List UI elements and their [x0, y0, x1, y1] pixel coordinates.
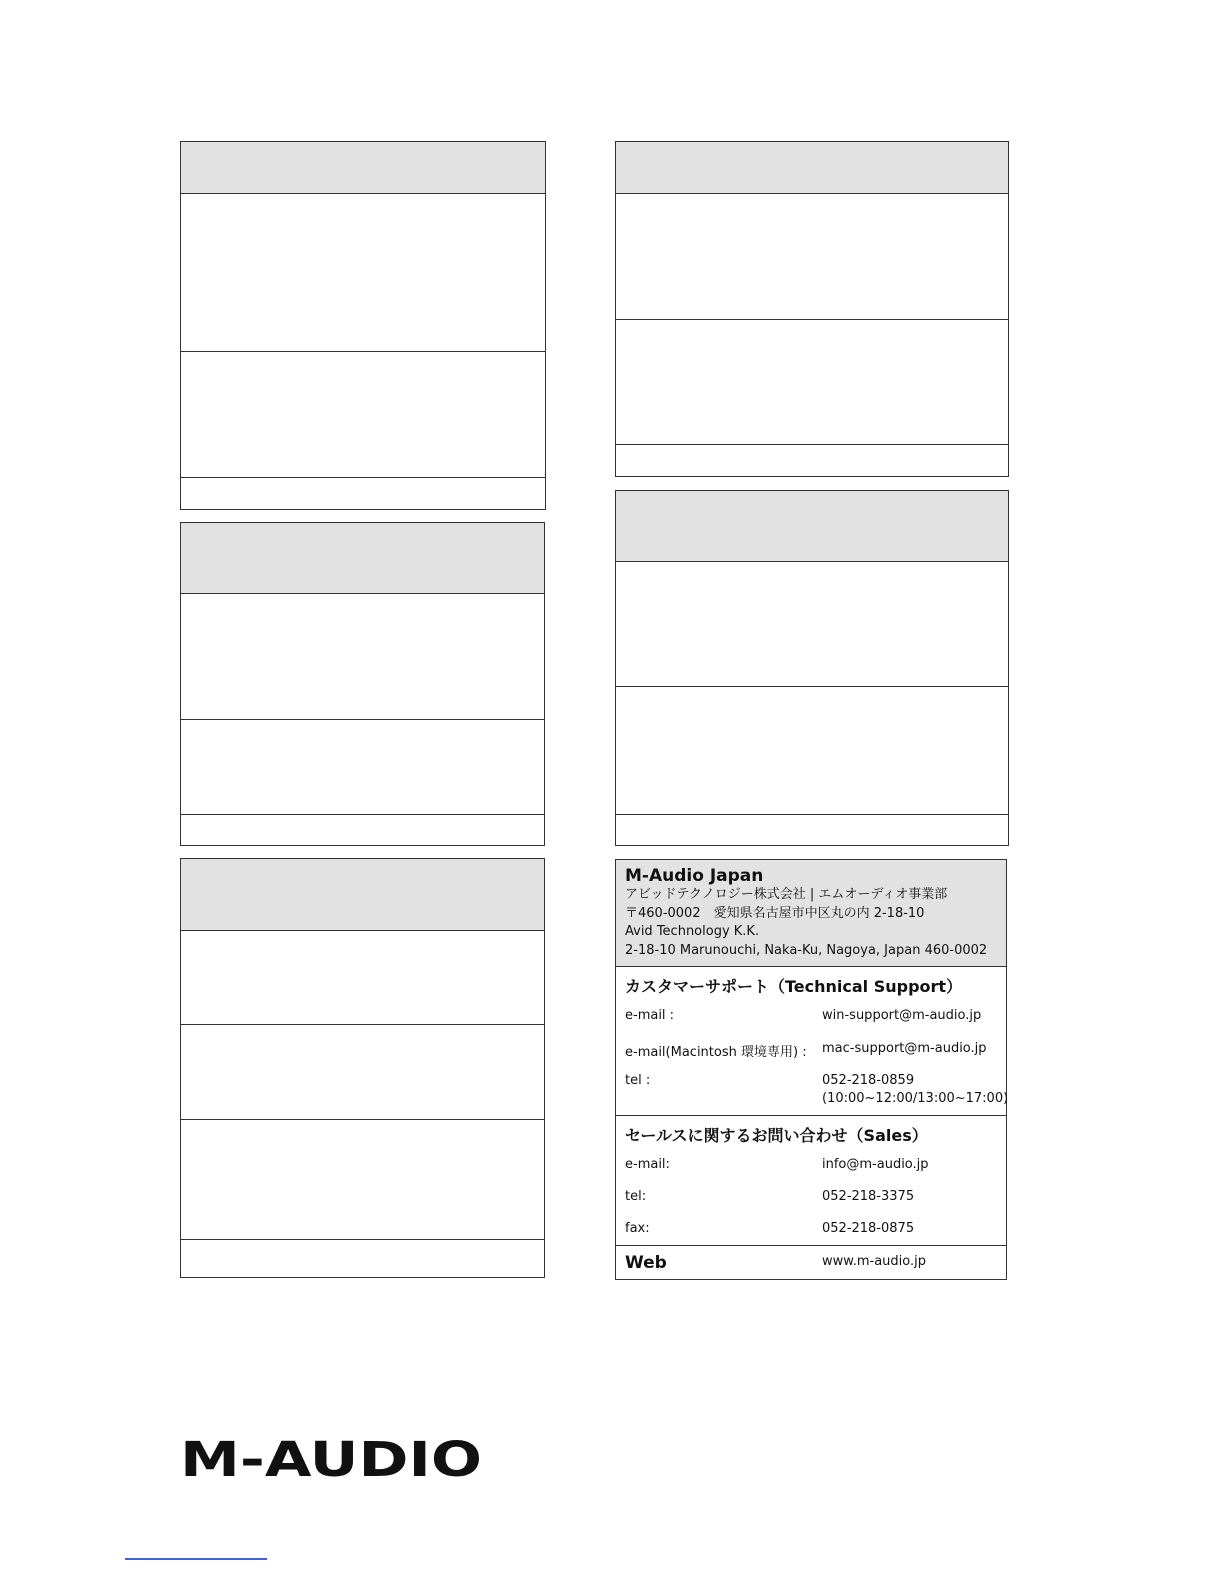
address-line: 〒460-0002 愛知県名古屋市中区丸の内 2-18-10	[625, 905, 925, 921]
contact-box-section	[616, 319, 1008, 444]
contact-box-header	[181, 142, 545, 193]
japan-address-block	[616, 860, 1006, 966]
sales-section	[616, 1115, 1006, 1245]
contact-box-section	[181, 930, 544, 1024]
sales-tel-label: tel:	[625, 1189, 647, 1204]
sales-tel-value: 052-218-3375	[822, 1189, 915, 1204]
contact-box-section	[181, 719, 544, 814]
contact-box-section	[616, 686, 1008, 814]
contact-box-footer	[616, 814, 1008, 845]
contact-box-section	[181, 1119, 544, 1239]
tech-support-mac-email-link[interactable]: mac-support@m-audio.jp	[822, 1041, 987, 1056]
sales-title: セールスに関するお問い合わせ（Sales）	[625, 1126, 928, 1145]
contact-box-footer	[181, 1239, 544, 1277]
contact-box-right-2	[615, 490, 1009, 846]
m-audio-logo	[180, 1432, 485, 1492]
contact-box-section	[181, 593, 544, 719]
footer-rule	[125, 1558, 267, 1560]
tech-support-tel-value: 052-218-0859	[822, 1073, 915, 1088]
tech-support-mac-email-label: e-mail(Macintosh 環境専用) :	[625, 1045, 807, 1060]
contact-box-left-1	[180, 141, 546, 510]
tech-support-title: カスタマーサポート（Technical Support）	[625, 977, 963, 996]
contact-box-header	[616, 142, 1008, 193]
contact-box-header	[181, 523, 544, 593]
address-line: アビッドテクノロジー株式会社 | エムオーディオ事業部	[625, 887, 948, 902]
contact-box-footer	[616, 444, 1008, 476]
contact-box-section	[616, 561, 1008, 686]
tech-support-section	[616, 966, 1009, 1115]
contact-box-section	[181, 1024, 544, 1119]
address-line: Avid Technology K.K.	[625, 924, 760, 939]
web-section	[616, 1245, 1006, 1279]
sales-fax-label: fax:	[625, 1221, 650, 1236]
japan-contact-box	[615, 859, 1007, 1280]
contact-box-right-1	[615, 141, 1009, 477]
contact-box-section	[181, 351, 545, 477]
tech-support-tel-label: tel :	[625, 1073, 651, 1088]
contact-box-footer	[181, 814, 544, 845]
web-label: Web	[625, 1253, 667, 1273]
company-name: M-Audio Japan	[625, 866, 764, 886]
sales-email-label: e-mail:	[625, 1157, 670, 1172]
contact-box-header	[181, 859, 544, 930]
contact-box-left-3	[180, 858, 545, 1278]
svg-text:M-AUDIO: M-AUDIO	[180, 1432, 482, 1488]
contact-box-section	[616, 193, 1008, 319]
address-line: 2-18-10 Marunouchi, Naka-Ku, Nagoya, Japan 460-0002	[625, 942, 988, 958]
web-link[interactable]: www.m-audio.jp	[822, 1254, 926, 1269]
contact-box-section	[181, 193, 545, 351]
tech-support-email-link[interactable]: win-support@m-audio.jp	[822, 1008, 982, 1023]
contact-box-left-2	[180, 522, 545, 846]
contact-box-header	[616, 491, 1008, 561]
sales-fax-value: 052-218-0875	[822, 1221, 915, 1236]
tech-support-email-label: e-mail :	[625, 1008, 675, 1023]
contact-box-footer	[181, 477, 545, 509]
sales-email-link[interactable]: info@m-audio.jp	[822, 1157, 929, 1172]
tech-support-hours: (10:00~12:00/13:00~17:00)	[822, 1091, 1009, 1106]
